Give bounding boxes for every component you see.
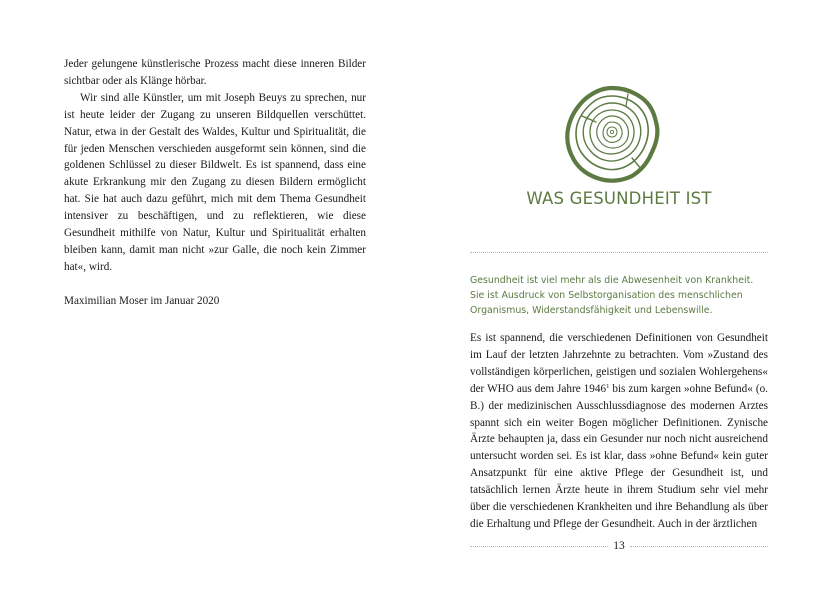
left-body-text [64,56,366,310]
lead-line: Sie ist Ausdruck von Selbstorganisation des menschlichen [470,290,743,302]
lead-line: Gesundheit ist viel mehr als die Abwesenheit von Krankheit. [470,275,754,286]
page-footer [470,540,768,552]
section-heading: WAS GESUNDHEIT IST [526,189,712,208]
body-text-part: bis zum kargen »ohne Befund« (o. B.) der medizinischen Ausschlussdiagnose des modernen Arztes spannt sich ein weiter Bogen möglicher Definitionen. Zynische Ärzte behaupten ja, dass ein Gesunder nur noch nicht ausreichend untersucht worden sei. Es ist klar, dass »ohne Befund« kein guter Ansatzpunkt für eine aktive Pflege der Gesundheit ist, und tatsächlich lernen Ärzte heute in ihrem Studium sehr viel mehr über die verschiedenen Krankheiten und ihre Behandlung als über die Erhaltung und Pflege der Gesundheit. Auch in der ärztlichen [470,382,768,530]
lead-line: Organismus, Widerstandsfähigkeit und Lebenswille. [470,305,713,317]
dotted-divider [470,252,768,253]
right-body-text [470,330,768,533]
lead-text [470,273,770,319]
paragraph: Jeder gelungene künstlerische Prozess macht diese inneren Bilder sichtbar oder als Klänge hörbar. [64,58,366,87]
body-text-part: Es ist spannend, die verschiedenen Definitionen von Gesundheit im Lauf der letzten Jahrzehnte zu betrachten. Vom »Zustand des vollständigen körperlichen, geistigen und sozialen Wohlergehens« der WHO aus dem Jahre 1946 [470,332,768,395]
page-number: 13 [613,540,625,552]
dotted-divider [630,546,768,547]
tree-rings-icon [562,84,662,184]
paragraph: Wir sind alle Künstler, um mit Joseph Beuys zu sprechen, nur ist heute leider der Zugang zu unseren Bildquellen verschüttet. Natur, etwa in der Gestalt des Waldes, Kultur und Spiritualität, die für jeden Menschen verschieden ausgeformt sein können, sind die goldenen Schlüssel zu dieser Bildwelt. Es ist spannend, dass eine akute Erkrankung mir den Zugang zu diesen Bildern ermöglicht hat. Sie hat auch dazu geführt, mich mit dem Thema Gesundheit intensiver zu beschäftigen, und zu reflektieren, wie diese Gesundheit mithilfe von Natur, Kultur und Spiritualität erhalten bleiben kann, damit man nicht »zur Galle, die noch kein Zimmer hat«, wird. [64,91,366,273]
paragraph [470,330,768,533]
signature: Maximilian Moser im Januar 2020 [64,294,220,307]
dotted-divider [470,546,608,547]
footnote-marker[interactable]: 1 [606,382,610,390]
